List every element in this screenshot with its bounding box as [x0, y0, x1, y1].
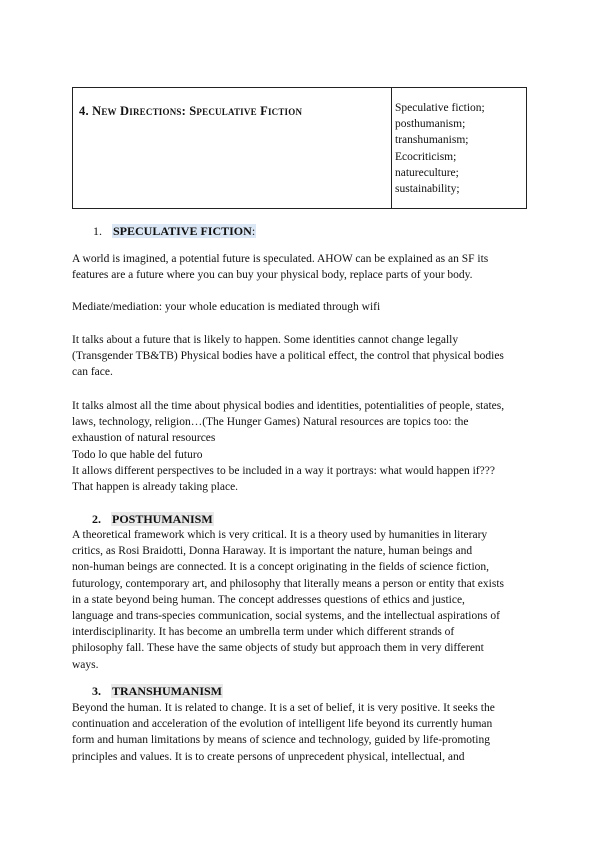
- section-number: 3.: [92, 684, 101, 698]
- text-line: principles and values. It is to create persons of unprecedent physical, intellectual, and: [72, 750, 465, 763]
- keyword: Speculative fiction;: [395, 102, 485, 114]
- paragraph: [72, 251, 532, 283]
- text-line: (Transgender TB&TB) Physical bodies have a political effect, the control that physical bodies: [72, 350, 504, 363]
- text-line: It talks almost all the time about physical bodies and identities, potentialities of people, states,: [72, 400, 505, 412]
- text-line: critics, as Rosi Braidotti, Donna Haraway. It is important the nature, human beings and: [72, 545, 473, 558]
- section-heading-speculative-fiction: [93, 224, 256, 239]
- text-line: form and human limitations by means of science and technology, guided by life-promoting: [72, 734, 490, 747]
- topic-title-cell: [73, 88, 392, 208]
- text-line: exhaustion of natural resources: [72, 432, 216, 445]
- section-number: 2.: [92, 512, 101, 526]
- section-title-colon: :: [251, 224, 256, 238]
- text-line: language and trans-species communication, social systems, and the intellectual aspirations of: [72, 610, 500, 623]
- topic-keywords-cell: [392, 88, 526, 208]
- keyword: transhumanism;: [395, 134, 469, 147]
- text-line: non-human beings are connected. It is a concept originating in the fields of science fiction,: [72, 561, 490, 574]
- text-line: A theoretical framework which is very critical. It is a theory used by humanities in literary: [72, 529, 488, 541]
- text-line: It allows different perspectives to be included in a way it portrays: what would happen if???: [72, 464, 495, 477]
- section-title: POSTHUMANISM: [112, 512, 213, 526]
- keyword: natureculture;: [395, 166, 459, 179]
- text-line: futurology, contemporary art, and philosophy that literally means a person or entity that exists: [72, 577, 504, 590]
- text-line: A world is imagined, a potential future is speculated. AHOW can be explained as an SF its: [72, 253, 489, 265]
- section-number: 1.: [93, 224, 102, 238]
- text-line: laws, technology, religion…(The Hunger Games) Natural resources are topics too: the: [72, 416, 469, 429]
- paragraph: [72, 398, 532, 495]
- keyword: Ecocriticism;: [395, 150, 457, 163]
- text-line: Beyond the human. It is related to change. It is a set of belief, it is very positive. It seeks the: [72, 702, 495, 714]
- text-line: That happen is already taking place.: [72, 481, 239, 494]
- keyword: sustainability;: [395, 183, 460, 196]
- text-line: It talks about a future that is likely to happen. Some identities cannot change legally: [72, 334, 459, 346]
- text-line: ways.: [72, 658, 99, 671]
- text-line: Mediate/mediation: your whole education is mediated through wifi: [72, 301, 381, 313]
- section-heading-posthumanism: [92, 512, 214, 527]
- keyword: posthumanism;: [395, 118, 466, 131]
- topic-table: [72, 87, 527, 209]
- text-line: interdisciplinarity. It has become an umbrella term under which different strands of: [72, 626, 455, 639]
- section-title: SPECULATIVE FICTION: [113, 224, 252, 238]
- paragraph: [72, 299, 532, 315]
- text-line: philosophy fall. These have the same objects of study but approach them in very different: [72, 642, 484, 655]
- paragraph: [72, 332, 532, 381]
- topic-title: 4. New Directions: Speculative Fiction: [79, 104, 303, 118]
- text-line: Todo lo que hable del futuro: [72, 448, 203, 461]
- text-line: features are a future where you can buy your physical body, replace parts of your body.: [72, 269, 473, 282]
- section-title: TRANSHUMANISM: [112, 684, 223, 698]
- section-heading-transhumanism: [92, 684, 223, 699]
- paragraph: [72, 700, 532, 765]
- text-line: continuation and acceleration of the evolution of intelligent life beyond its currently human: [72, 718, 493, 731]
- text-line: can face.: [72, 366, 113, 379]
- paragraph: [72, 527, 532, 673]
- text-line: in a state beyond being human. The concept addresses questions of ethics and justice,: [72, 593, 465, 606]
